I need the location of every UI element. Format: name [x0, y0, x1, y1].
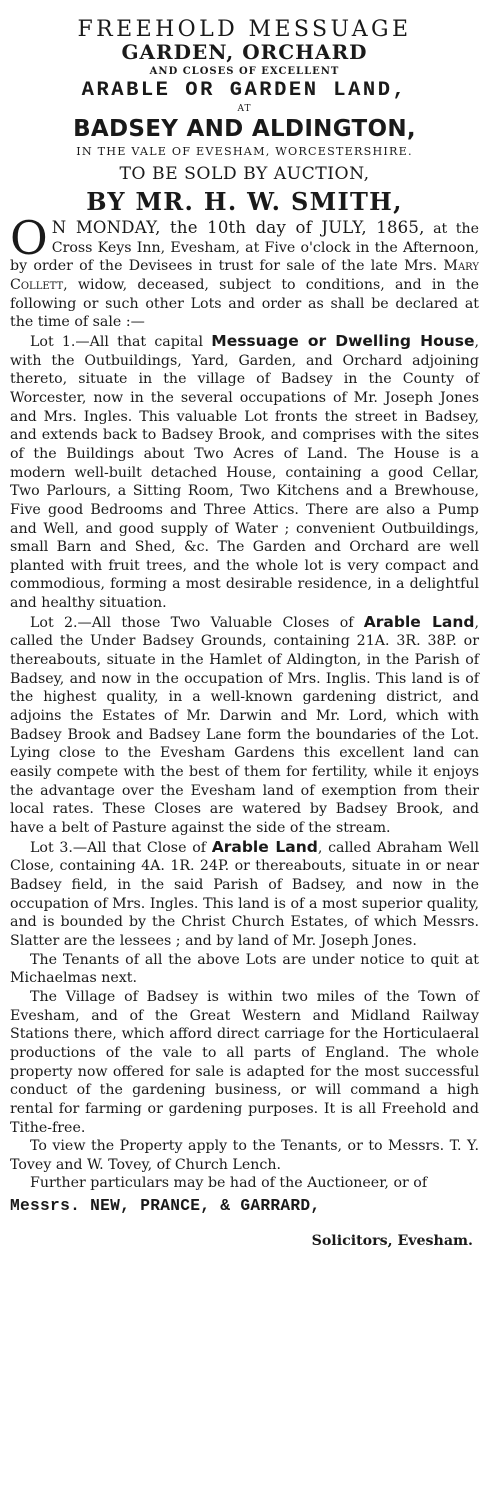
headline-arable-land: ARABLE OR GARDEN LAND, — [81, 79, 408, 102]
intro-deceased-name: Mary Collett — [10, 258, 479, 293]
signature-firm: NEW, PRANCE, & GARRARD, — [90, 1197, 321, 1216]
village-paragraph: The Village of Badsey is within two miles of the Town of Evesham, and of the Great Western and Midland Railway Stations there, which afford direct carriage for the Horticulaeral productions of the vale to all parts of England. The whole property now offered for sale is adapted for the most successful conduct of the gardening business, or will command a high rental for farming or gardening purposes. It is all Freehold and Tithe-free. — [10, 988, 479, 1136]
lot-1-text: , with the Outbuildings, Yard, Garden, and Orchard adjoining thereto, situate in the village of Badsey in the County of Worcester, now in the several occupations of Mr. Joseph Jones and Mrs. Ingles. This valuable Lot fronts the street in Badsey, and extends back to Badsey Brook, and comprises with the sites of the Buildings about Two Acres of Land. The House is a modern well-built detached House, containing a good Cellar, Two Parlours, a Sitting Room, Two Kitchens and a Brewhouse, Five good Bedrooms and Three Attics. There are also a Pump and Well, and good supply of Water ; convenient Outbuildings, small Barn and Shed, &c. The Garden and Orchard are well planted with fruit trees, and the whole lot is very compact and commodious, forming a most desirable residence, in a delightful and healthy situation. — [10, 333, 480, 612]
intro-first-line: N MONDAY, the 10th day of JULY, 1865, — [51, 218, 425, 237]
lot-2-paragraph — [10, 613, 479, 838]
lot-3-title: Arable Land — [211, 837, 318, 856]
intro-paragraph — [10, 211, 480, 332]
lot-2-text: , called the Under Badsey Grounds, containing 21A. 3R. 38P. or thereabouts, situate in the Hamlet of Aldington, in the Parish of Badsey, and now in the occupation of Mrs. Inglis. This land is of the highest quality, in a well-known gardening district, and adjoins the Estates of Mr. Darwin and Mr. Lord, which with Badsey Brook and Badsey Lane form the boundaries of the Lot. Lying close to the Evesham Gardens this excellent land can easily compete with the best of them for fertility, while it enjoys the advantage over the Evesham land of exemption from their local rates. These Closes are watered by Badsey Brook, and have a belt of Pasture against the side of the stream. — [10, 614, 479, 836]
lot-3-text: , called Abraham Well Close, containing 4A. 1R. 24P. or thereabouts, situate in or near Badsey field, in the said Parish of Badsey, and now in the occupation of Mrs. Ingles. This land is of a most superior quality, and is bounded by the Christ Church Estates, of which Messrs. Slatter are the lessees ; and by land of Mr. Joseph Jones. — [10, 839, 479, 949]
view-paragraph: To view the Property apply to the Tenants, or to Messrs. T. Y. Tovey and W. Tovey, of Church Lench. — [10, 1138, 479, 1173]
headline-county: IN THE VALE OF EVESHAM, WORCESTERSHIRE. — [76, 145, 413, 158]
tenants-notice: The Tenants of all the above Lots are under notice to quit at Michaelmas next. — [10, 951, 479, 987]
lot-2-lead: Lot 2.—All those Two Valuable Closes of — [30, 614, 364, 631]
intro-text-b: , widow, deceased, subject to conditions, and in the following or such other Lots and order as shall be declared at the time of sale :— — [10, 276, 479, 331]
intro-text-a: at the Cross Keys Inn, Evesham, at Five o'clock in the Afternoon, by order of the Devisees in trust for sale of the late Mrs. — [10, 221, 480, 275]
lot-1-lead: Lot 1.—All that capital — [30, 333, 212, 350]
headline-location: BADSEY AND ALDINGTON, — [73, 116, 416, 142]
advertisement-body — [10, 211, 480, 1193]
drop-cap: O — [10, 211, 48, 265]
lot-3-paragraph — [10, 838, 479, 951]
headline-auctioneer: BY MR. H. W. SMITH, — [86, 187, 403, 216]
signature-line — [10, 1195, 479, 1216]
signature-role: Solicitors, Evesham. — [311, 1233, 473, 1250]
lot-1-paragraph — [10, 332, 479, 613]
lot-3-lead: Lot 3.—All that Close of — [30, 839, 212, 856]
headline-auction: TO BE SOLD BY AUCTION, — [119, 164, 370, 184]
headline-freehold-messuage: FREEHOLD MESSUAGE — [77, 17, 412, 42]
headline-closes: AND CLOSES OF EXCELLENT — [149, 66, 340, 77]
lot-2-title: Arable Land — [363, 612, 475, 631]
further-particulars: Further particulars may be had of the Auctioneer, or of — [30, 1175, 428, 1192]
signature-prefix: Messrs. — [10, 1197, 91, 1216]
lot-1-title: Messuage or Dwelling House — [211, 331, 475, 350]
headline-garden-orchard: GARDEN, ORCHARD — [121, 40, 368, 64]
headline-at: AT — [237, 104, 252, 114]
